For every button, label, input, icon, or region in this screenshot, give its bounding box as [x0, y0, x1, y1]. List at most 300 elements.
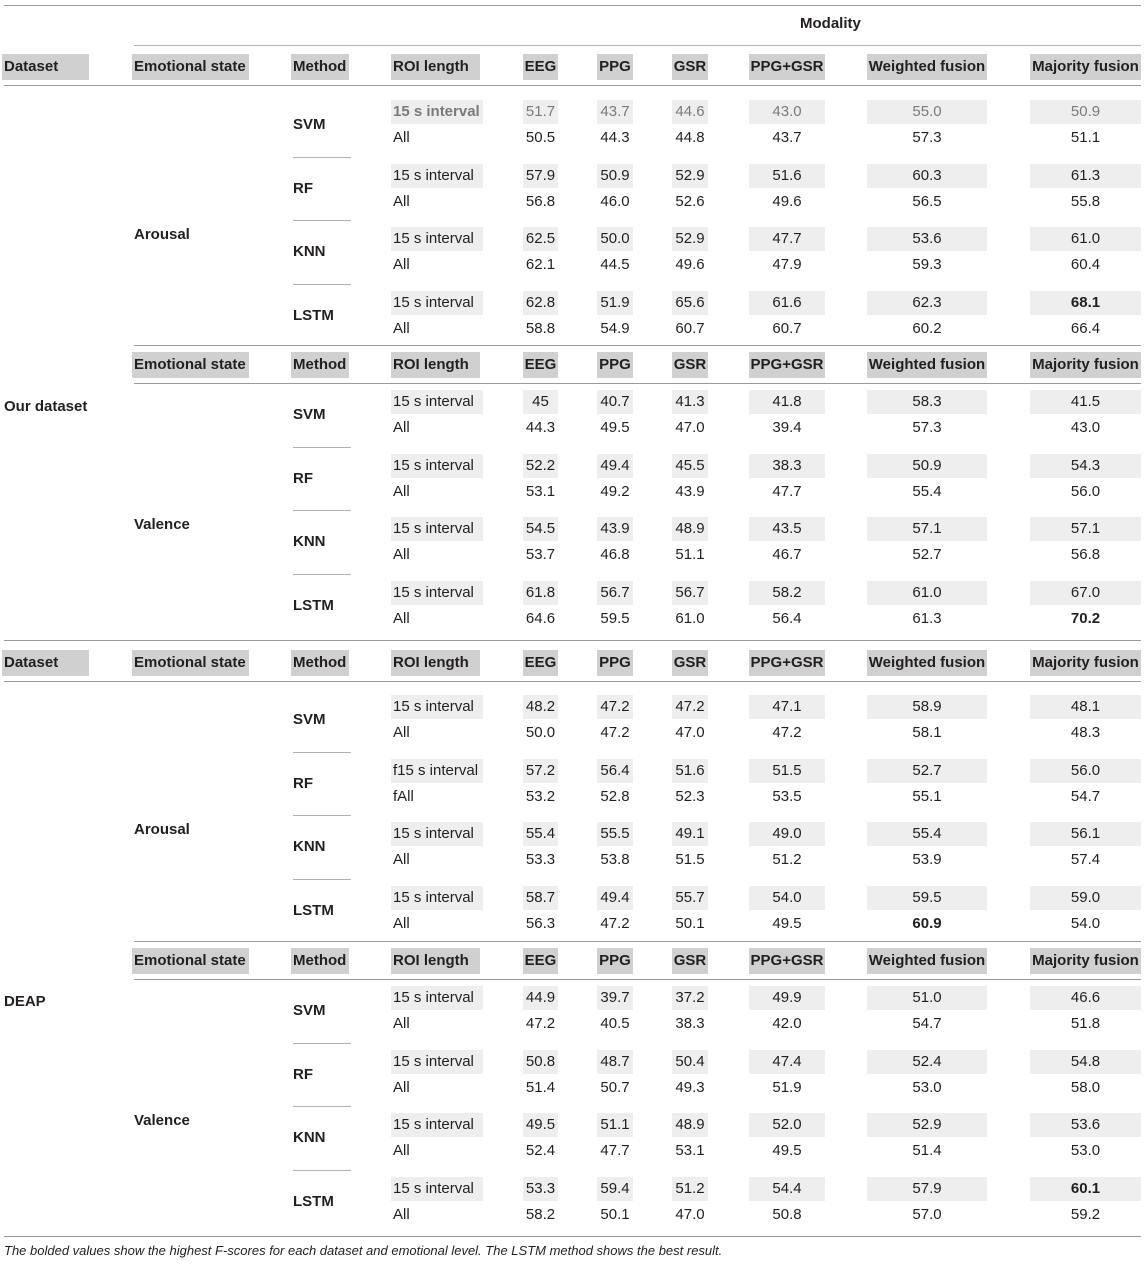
emotional-state-label: Valence [134, 516, 190, 533]
header-cell: PPG+GSR [750, 654, 824, 671]
header-cell: Emotional state [134, 356, 246, 373]
roi-length-cell: All [393, 193, 410, 210]
value-cell: 60.7 [675, 320, 705, 337]
value-cell: 53.9 [912, 851, 942, 868]
value-cell: 53.5 [772, 788, 802, 805]
value-cell: 49.0 [772, 825, 802, 842]
value-cell: 53.0 [912, 1079, 942, 1096]
value-cell: 54.0 [772, 889, 802, 906]
value-cell: 44.5 [600, 256, 630, 273]
value-cell: 52.4 [525, 1142, 556, 1159]
value-cell: 53.1 [525, 483, 556, 500]
roi-length-cell: All [393, 1015, 410, 1032]
value-cell: 51.1 [675, 546, 705, 563]
roi-length-cell: 15 s interval [393, 584, 474, 601]
header-cell: Weighted fusion [868, 952, 986, 969]
value-cell: 37.2 [675, 989, 705, 1006]
value-cell: 55.4 [525, 825, 556, 842]
value-cell: 50.9 [600, 167, 630, 184]
header-rule [134, 979, 1141, 980]
value-cell: 40.7 [600, 393, 630, 410]
header-cell: Majority fusion [1032, 654, 1139, 671]
value-cell: 52.9 [675, 230, 705, 247]
value-cell: 53.3 [525, 1180, 556, 1197]
value-cell: 59.5 [600, 610, 630, 627]
value-cell: 43.7 [600, 103, 630, 120]
method-label: KNN [293, 838, 326, 855]
value-cell: 47.7 [772, 483, 802, 500]
value-cell: 43.5 [772, 520, 802, 537]
header-cell: Majority fusion [1032, 356, 1139, 373]
value-cell: 47.2 [600, 915, 630, 932]
value-cell: 68.1 [1070, 294, 1101, 311]
value-cell: 54.9 [600, 320, 630, 337]
value-cell: 38.3 [772, 457, 802, 474]
value-cell: 50.1 [675, 915, 705, 932]
header-rule [4, 681, 1141, 682]
value-cell: 58.2 [772, 584, 802, 601]
value-cell: 59.3 [912, 256, 942, 273]
header-cell: Method [293, 356, 347, 373]
value-cell: 53.1 [675, 1142, 705, 1159]
value-cell: 52.0 [772, 1116, 802, 1133]
value-cell: 56.7 [675, 584, 705, 601]
header-cell: ROI length [393, 952, 469, 969]
value-cell: 55.8 [1070, 193, 1101, 210]
value-cell: 47.0 [675, 1206, 705, 1223]
value-cell: 60.7 [772, 320, 802, 337]
method-label: LSTM [293, 597, 334, 614]
value-cell: 60.9 [912, 915, 942, 932]
section-bottom-rule [4, 1236, 1141, 1237]
value-cell: 53.3 [525, 851, 556, 868]
value-cell: 49.4 [600, 457, 630, 474]
value-cell: 45.5 [675, 457, 705, 474]
value-cell: 57.3 [912, 419, 942, 436]
roi-length-cell: 15 s interval [393, 167, 474, 184]
value-cell: 51.5 [772, 762, 802, 779]
value-cell: 54.7 [1070, 788, 1101, 805]
value-cell: 59.2 [1070, 1206, 1101, 1223]
header-cell: EEG [524, 356, 557, 373]
value-cell: 52.7 [912, 762, 942, 779]
header-cell: PPG+GSR [750, 952, 824, 969]
value-cell: 51.2 [772, 851, 802, 868]
header-cell: PPG [599, 58, 631, 75]
value-cell: 61.0 [675, 610, 705, 627]
value-cell: 47.7 [772, 230, 802, 247]
roi-length-cell: All [393, 915, 410, 932]
value-cell: 46.8 [600, 546, 630, 563]
value-cell: 58.1 [912, 724, 942, 741]
roi-length-cell: 15 s interval [393, 294, 474, 311]
header-cell: GSR [673, 952, 707, 969]
value-cell: 49.5 [772, 915, 802, 932]
roi-length-cell: All [393, 129, 410, 146]
method-rule [293, 879, 351, 880]
emotional-state-label: Arousal [134, 226, 190, 243]
modality-label: Modality [800, 15, 861, 32]
roi-length-cell: All [393, 1206, 410, 1223]
value-cell: 58.9 [912, 698, 942, 715]
value-cell: 58.0 [1070, 1079, 1101, 1096]
header-cell: Emotional state [134, 654, 246, 671]
value-cell: 51.7 [525, 103, 556, 120]
value-cell: 61.3 [912, 610, 942, 627]
header-cell: ROI length [393, 356, 469, 373]
value-cell: 54.7 [912, 1015, 942, 1032]
value-cell: 51.9 [600, 294, 630, 311]
value-cell: 39.4 [772, 419, 802, 436]
value-cell: 51.5 [675, 851, 705, 868]
header-cell: Emotional state [134, 58, 246, 75]
value-cell: 56.8 [525, 193, 556, 210]
value-cell: 47.9 [772, 256, 802, 273]
roi-length-cell: 15 s interval [393, 1053, 474, 1070]
method-rule [293, 447, 351, 448]
value-cell: 58.3 [912, 393, 942, 410]
header-cell: Weighted fusion [868, 356, 986, 373]
header-cell: PPG+GSR [750, 356, 824, 373]
method-label: SVM [293, 1002, 326, 1019]
header-rule [4, 85, 1141, 86]
value-cell: 45 [532, 393, 549, 410]
value-cell: 54.5 [525, 520, 556, 537]
value-cell: 38.3 [675, 1015, 705, 1032]
method-rule [293, 220, 351, 221]
value-cell: 39.7 [600, 989, 630, 1006]
value-cell: 59.4 [600, 1180, 630, 1197]
value-cell: 60.4 [1070, 256, 1101, 273]
modality-rule [134, 45, 1141, 46]
header-cell: PPG [599, 356, 631, 373]
value-cell: 50.5 [525, 129, 556, 146]
value-cell: 61.8 [525, 584, 556, 601]
value-cell: 46.7 [772, 546, 802, 563]
roi-length-cell: 15 s interval [393, 825, 474, 842]
method-rule [293, 1170, 351, 1171]
header-cell: Method [293, 58, 347, 75]
value-cell: 48.1 [1070, 698, 1101, 715]
table-footnote: The bolded values show the highest F-scores for each dataset and emotional level. The LSTM method shows the best result. [4, 1243, 723, 1258]
value-cell: 48.3 [1070, 724, 1101, 741]
value-cell: 50.8 [772, 1206, 802, 1223]
method-label: LSTM [293, 902, 334, 919]
value-cell: 58.2 [525, 1206, 556, 1223]
value-cell: 48.9 [675, 1116, 705, 1133]
header-cell: EEG [524, 58, 557, 75]
value-cell: 55.0 [912, 103, 942, 120]
value-cell: 51.4 [912, 1142, 942, 1159]
value-cell: 57.2 [525, 762, 556, 779]
value-cell: 53.0 [1070, 1142, 1101, 1159]
roi-length-cell: All [393, 320, 410, 337]
method-rule [293, 284, 351, 285]
value-cell: 57.9 [525, 167, 556, 184]
value-cell: 51.4 [525, 1079, 556, 1096]
value-cell: 49.9 [772, 989, 802, 1006]
value-cell: 48.7 [600, 1053, 630, 1070]
header-cell: GSR [673, 356, 707, 373]
value-cell: 51.6 [675, 762, 705, 779]
header-cell: Method [293, 654, 347, 671]
value-cell: 52.4 [912, 1053, 942, 1070]
roi-length-cell: All [393, 256, 410, 273]
value-cell: 61.0 [912, 584, 942, 601]
header-cell: Emotional state [134, 952, 246, 969]
header-cell: PPG [599, 952, 631, 969]
value-cell: 56.0 [1070, 762, 1101, 779]
header-cell: GSR [673, 654, 707, 671]
value-cell: 51.8 [1070, 1015, 1101, 1032]
roi-length-cell: All [393, 724, 410, 741]
value-cell: 70.2 [1070, 610, 1101, 627]
value-cell: 43.9 [600, 520, 630, 537]
method-label: KNN [293, 533, 326, 550]
value-cell: 55.4 [912, 825, 942, 842]
roi-length-cell: fAll [393, 788, 414, 805]
method-rule [293, 815, 351, 816]
value-cell: 47.2 [675, 698, 705, 715]
value-cell: 57.0 [912, 1206, 942, 1223]
method-label: SVM [293, 116, 326, 133]
value-cell: 51.9 [772, 1079, 802, 1096]
value-cell: 41.5 [1070, 393, 1101, 410]
value-cell: 51.2 [675, 1180, 705, 1197]
value-cell: 60.1 [1070, 1180, 1101, 1197]
method-rule [293, 510, 351, 511]
value-cell: 47.7 [600, 1142, 630, 1159]
value-cell: 52.9 [675, 167, 705, 184]
value-cell: 57.4 [1070, 851, 1101, 868]
value-cell: 57.3 [912, 129, 942, 146]
value-cell: 43.9 [675, 483, 705, 500]
value-cell: 53.8 [600, 851, 630, 868]
value-cell: 58.7 [525, 889, 556, 906]
value-cell: 51.0 [912, 989, 942, 1006]
header-cell: Dataset [4, 654, 59, 671]
roi-length-cell: 15 s interval [393, 698, 474, 715]
value-cell: 48.2 [525, 698, 556, 715]
method-label: SVM [293, 406, 326, 423]
method-rule [293, 1106, 351, 1107]
value-cell: 67.0 [1070, 584, 1101, 601]
value-cell: 52.6 [675, 193, 705, 210]
value-cell: 64.6 [525, 610, 556, 627]
roi-length-cell: 15 s interval [393, 1180, 474, 1197]
value-cell: 55.1 [912, 788, 942, 805]
dataset-label: Our dataset [4, 398, 88, 415]
value-cell: 46.6 [1070, 989, 1101, 1006]
value-cell: 44.9 [525, 989, 556, 1006]
method-rule [293, 157, 351, 158]
header-cell: Method [293, 952, 347, 969]
value-cell: 51.1 [1070, 129, 1101, 146]
value-cell: 51.1 [600, 1116, 630, 1133]
value-cell: 47.2 [600, 698, 630, 715]
value-cell: 60.3 [912, 167, 942, 184]
header-cell: Weighted fusion [868, 654, 986, 671]
value-cell: 62.1 [525, 256, 556, 273]
value-cell: 50.4 [675, 1053, 705, 1070]
value-cell: 49.5 [600, 419, 630, 436]
value-cell: 50.0 [525, 724, 556, 741]
header-rule [134, 383, 1141, 384]
roi-length-cell: All [393, 419, 410, 436]
value-cell: 56.4 [772, 610, 802, 627]
method-label: SVM [293, 711, 326, 728]
value-cell: 47.2 [600, 724, 630, 741]
value-cell: 50.9 [912, 457, 942, 474]
value-cell: 43.7 [772, 129, 802, 146]
header-cell: Weighted fusion [868, 58, 986, 75]
value-cell: 54.0 [1070, 915, 1101, 932]
value-cell: 47.2 [772, 724, 802, 741]
value-cell: 56.7 [600, 584, 630, 601]
value-cell: 56.0 [1070, 483, 1101, 500]
roi-length-cell: 15 s interval [393, 520, 474, 537]
value-cell: 47.4 [772, 1053, 802, 1070]
roi-length-cell: 15 s interval [393, 230, 474, 247]
roi-length-cell: 15 s interval [393, 889, 474, 906]
value-cell: 54.4 [772, 1180, 802, 1197]
value-cell: 57.1 [1070, 520, 1101, 537]
value-cell: 58.8 [525, 320, 556, 337]
roi-length-cell: 15 s interval [393, 393, 474, 410]
value-cell: 49.4 [600, 889, 630, 906]
value-cell: 56.1 [1070, 825, 1101, 842]
method-label: RF [293, 1066, 313, 1083]
value-cell: 43.0 [1070, 419, 1101, 436]
header-cell: ROI length [393, 58, 469, 75]
value-cell: 55.7 [675, 889, 705, 906]
value-cell: 47.0 [675, 419, 705, 436]
header-cell: Majority fusion [1032, 952, 1139, 969]
value-cell: 61.0 [1070, 230, 1101, 247]
value-cell: 61.3 [1070, 167, 1101, 184]
roi-length-cell: f15 s interval [393, 762, 479, 779]
value-cell: 51.6 [772, 167, 802, 184]
header-cell: Majority fusion [1032, 58, 1139, 75]
value-cell: 48.9 [675, 520, 705, 537]
value-cell: 41.3 [675, 393, 705, 410]
roi-length-cell: All [393, 1142, 410, 1159]
method-label: KNN [293, 243, 326, 260]
value-cell: 52.7 [912, 546, 942, 563]
value-cell: 49.1 [675, 825, 705, 842]
emotional-state-label: Arousal [134, 821, 190, 838]
value-cell: 50.0 [600, 230, 630, 247]
header-cell: Dataset [4, 58, 59, 75]
roi-length-cell: 15 s interval [393, 457, 474, 474]
header-cell: GSR [673, 58, 707, 75]
value-cell: 44.8 [675, 129, 705, 146]
roi-length-cell: All [393, 851, 410, 868]
value-cell: 56.4 [600, 762, 630, 779]
emotional-state-label: Valence [134, 1112, 190, 1129]
value-cell: 52.2 [525, 457, 556, 474]
roi-length-cell: All [393, 546, 410, 563]
section-rule [134, 941, 1141, 942]
method-label: LSTM [293, 307, 334, 324]
value-cell: 50.9 [1070, 103, 1101, 120]
value-cell: 59.5 [912, 889, 942, 906]
value-cell: 44.3 [600, 129, 630, 146]
header-cell: EEG [524, 654, 557, 671]
value-cell: 66.4 [1070, 320, 1101, 337]
value-cell: 57.1 [912, 520, 942, 537]
method-label: RF [293, 775, 313, 792]
value-cell: 44.6 [675, 103, 705, 120]
roi-length-cell: All [393, 1079, 410, 1096]
value-cell: 50.8 [525, 1053, 556, 1070]
method-rule [293, 574, 351, 575]
value-cell: 42.0 [772, 1015, 802, 1032]
value-cell: 53.2 [525, 788, 556, 805]
value-cell: 57.9 [912, 1180, 942, 1197]
value-cell: 49.5 [772, 1142, 802, 1159]
value-cell: 56.8 [1070, 546, 1101, 563]
value-cell: 50.7 [600, 1079, 630, 1096]
value-cell: 60.2 [912, 320, 942, 337]
method-rule [293, 1043, 351, 1044]
value-cell: 49.6 [772, 193, 802, 210]
value-cell: 47.2 [525, 1015, 556, 1032]
dataset-label: DEAP [4, 993, 46, 1010]
value-cell: 50.1 [600, 1206, 630, 1223]
value-cell: 62.8 [525, 294, 556, 311]
value-cell: 54.3 [1070, 457, 1101, 474]
method-label: RF [293, 470, 313, 487]
value-cell: 54.8 [1070, 1053, 1101, 1070]
value-cell: 49.5 [525, 1116, 556, 1133]
method-label: LSTM [293, 1193, 334, 1210]
value-cell: 44.3 [525, 419, 556, 436]
value-cell: 49.6 [675, 256, 705, 273]
value-cell: 56.3 [525, 915, 556, 932]
header-cell: EEG [524, 952, 557, 969]
value-cell: 47.1 [772, 698, 802, 715]
value-cell: 52.8 [600, 788, 630, 805]
value-cell: 62.3 [912, 294, 942, 311]
value-cell: 47.0 [675, 724, 705, 741]
value-cell: 61.6 [772, 294, 802, 311]
roi-length-cell: All [393, 610, 410, 627]
roi-length-cell: 15 s interval [393, 1116, 474, 1133]
value-cell: 53.6 [912, 230, 942, 247]
value-cell: 43.0 [772, 103, 802, 120]
roi-length-cell: 15 s interval [393, 989, 474, 1006]
value-cell: 49.3 [675, 1079, 705, 1096]
section-bottom-rule [4, 640, 1141, 641]
section-rule [134, 345, 1141, 346]
header-cell: PPG [599, 654, 631, 671]
value-cell: 46.0 [600, 193, 630, 210]
value-cell: 55.4 [912, 483, 942, 500]
value-cell: 52.9 [912, 1116, 942, 1133]
value-cell: 62.5 [525, 230, 556, 247]
header-cell: ROI length [393, 654, 469, 671]
value-cell: 53.6 [1070, 1116, 1101, 1133]
value-cell: 53.7 [525, 546, 556, 563]
value-cell: 56.5 [912, 193, 942, 210]
value-cell: 65.6 [675, 294, 705, 311]
value-cell: 49.2 [600, 483, 630, 500]
table-top-rule [4, 5, 1141, 6]
value-cell: 52.3 [675, 788, 705, 805]
method-label: RF [293, 180, 313, 197]
method-rule [293, 752, 351, 753]
